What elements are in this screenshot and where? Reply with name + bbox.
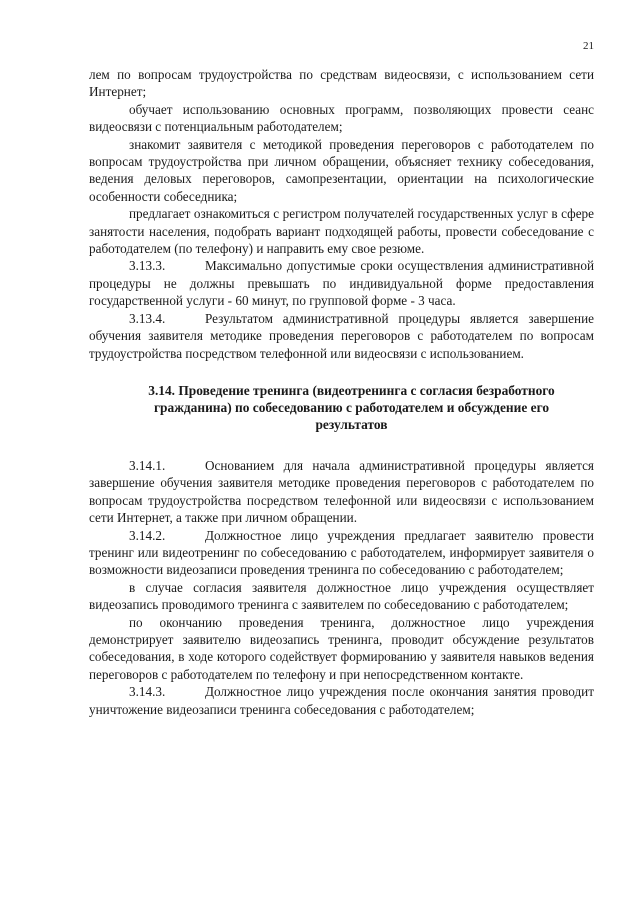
numbered-paragraph <box>89 527 594 579</box>
paragraph-text: обучает использованию основных программ, позволяющих провести сеанс видеосвязи с потенциальным работодателем; <box>89 101 594 135</box>
paragraph-group-3-13 <box>89 66 594 362</box>
clause-number: 3.13.3. <box>129 258 166 274</box>
paragraph <box>89 66 594 101</box>
numbered-paragraph <box>89 257 594 309</box>
page-number: 21 <box>583 40 594 52</box>
paragraph-text: Должностное лицо учреждения после окончания занятия проводит уничтожение видеозаписи тренинга собеседования с работодателем; <box>89 684 594 717</box>
paragraph-text: предлагает ознакомиться с регистром получателей государственных услуг в сфере занятости населения, подобрать вариант подходящей работы, провести собеседование с работодателем (по телефону) и направить ему свое резюме. <box>89 206 594 257</box>
document-body <box>89 66 594 718</box>
paragraph <box>89 136 594 206</box>
paragraph-text: Результатом административной процедуры является завершение обучения заявителя методике проведения переговоров с работодателем по вопросам трудоустройства посредством телефонной или видеосвязи с использованием. <box>89 310 594 361</box>
paragraph <box>89 614 594 684</box>
paragraph-text: по окончанию проведения тренинга, должностное лицо учреждения демонстрирует заявителю видеозапись тренинга, проводит обсуждение результатов собеседования, в ходе которого содействует формированию у заявителя навыков ведения переговоров с работодателем по телефону и при непосредственном контакте. <box>89 614 594 682</box>
paragraph <box>89 205 594 257</box>
numbered-paragraph <box>89 683 594 718</box>
paragraph-text: Основанием для начала административной процедуры является завершение обучения заявителя методике проведения переговоров с работодателем по вопросам трудоустройства посредством телефонной или видеосвязи с использованием сети Интернет, а также при личном обращении. <box>89 457 594 526</box>
clause-number: 3.13.4. <box>129 310 166 326</box>
paragraph-text: знакомит заявителя с методикой проведения переговоров с работодателем по вопросам трудоустройства при личном обращении, объясняет технику собеседования, ведения деловых переговоров, самопрезентации, ориентации на психологические особенности собеседника; <box>89 136 594 204</box>
paragraph-text: Максимально допустимые сроки осуществления административной процедуры не должны превышать по индивидуальной форме предоставления государственной услуги - 60 минут, по групповой форме - 3 часа. <box>89 258 594 309</box>
paragraph-text: лем по вопросам трудоустройства по средствам видеосвязи, с использованием сети Интернет; <box>89 67 594 100</box>
section-heading: 3.14. Проведение тренинга (видеотренинга с согласия безработного гражданина) по собеседованию с работодателем и обсуждение его результатов <box>148 382 555 432</box>
numbered-paragraph <box>89 310 594 362</box>
clause-number: 3.14.3. <box>129 684 166 700</box>
paragraph <box>89 579 594 614</box>
paragraph-text: в случае согласия заявителя должностное лицо учреждения осуществляет видеозапись проводимого тренинга с заявителем по собеседованию с работодателем; <box>89 579 594 613</box>
numbered-paragraph <box>89 457 594 527</box>
paragraph-group-3-14 <box>89 457 594 718</box>
paragraph-text: Должностное лицо учреждения предлагает заявителю провести тренинг или видеотренинг по собеседованию с работодателем, информирует заявителя о возможности видеозаписи проведения тренинга по собеседованию с работодателем; <box>89 527 594 578</box>
clause-number: 3.14.1. <box>129 457 166 473</box>
clause-number: 3.14.2. <box>129 527 166 543</box>
paragraph <box>89 101 594 136</box>
